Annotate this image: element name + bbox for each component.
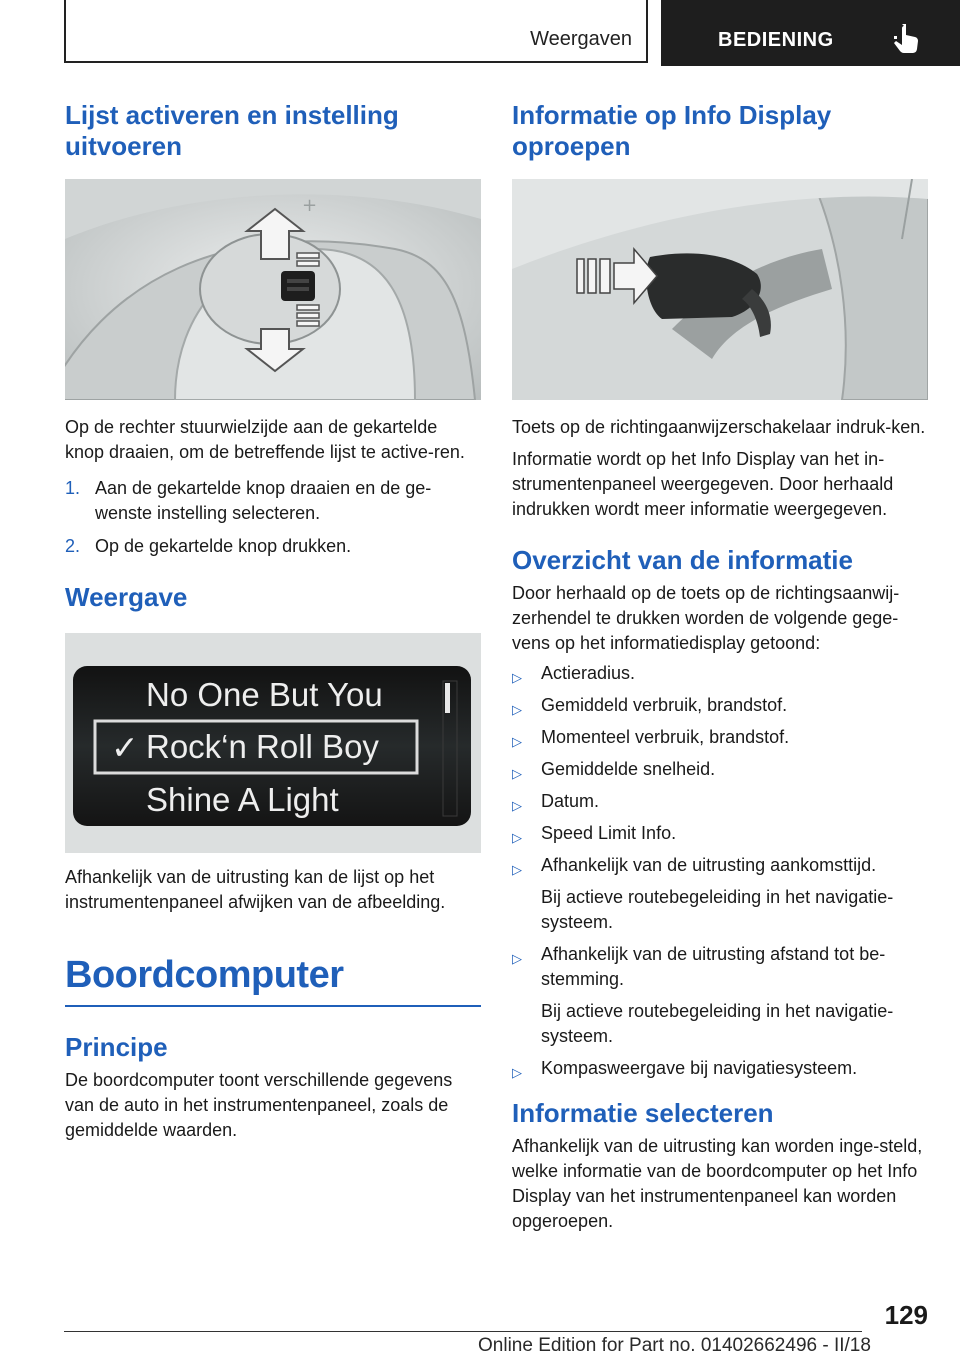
paragraph-overview: Door herhaald op de toets op de richtingsaanwij-zerhendel te drukken worden de volgende gege-vens op het informatiedisplay getoond:	[512, 583, 900, 653]
page-number: 129	[884, 1300, 928, 1330]
turn-signal-figure	[512, 179, 928, 400]
bullet-triangle-icon: ▷	[512, 798, 522, 813]
overview-list-item	[512, 725, 928, 750]
display-item: No One But You	[146, 676, 383, 713]
header-section-title: Weergaven	[530, 28, 632, 50]
chapter-heading: Boordcomputer	[65, 954, 344, 996]
overview-item-text: Gemiddeld verbruik, brandstof.	[541, 695, 788, 715]
page-header	[64, 0, 960, 66]
step-text: Op de gekartelde knop drukken.	[95, 536, 352, 556]
footer-rule	[64, 1331, 862, 1332]
overview-list	[512, 661, 928, 1081]
steering-wheel-image	[65, 179, 481, 400]
heading-principle: Principe	[65, 1032, 168, 1062]
footer-edition: Online Edition for Part no. 01402662496 - II/18	[478, 1335, 871, 1356]
header-chapter-title: BEDIENING	[718, 29, 834, 51]
overview-list-item	[512, 942, 928, 992]
overview-item-text: Afhankelijk van de uitrusting afstand tot be-stemming.	[541, 944, 886, 989]
paragraph-list-activate: Op de rechter stuurwielzijde aan de gekartelde knop draaien, om de betreffende lijst te active-ren.	[65, 417, 465, 462]
bullet-triangle-icon: ▷	[512, 862, 522, 877]
bullet-triangle-icon: ▷	[512, 766, 522, 781]
header-section-box	[64, 0, 648, 63]
paragraph-info-1: Toets op de richtingaanwijzerschakelaar indruk-ken.	[512, 417, 926, 437]
paragraph-info-2: Informatie wordt op het Info Display van het in-strumentenpaneel weergegeven. Door herhaald indrukken wordt meer informatie weergegeven.	[512, 449, 894, 519]
display-figure	[65, 633, 481, 853]
bullet-triangle-icon: ▷	[512, 951, 522, 966]
display-item-selected: Rock‘n Roll Boy	[146, 728, 379, 765]
overview-item-text: Speed Limit Info.	[541, 823, 677, 843]
display-item: Shine A Light	[146, 781, 339, 818]
svg-text:+: +	[302, 195, 318, 216]
overview-item-text: Kompasweergave bij navigatiesysteem.	[541, 1058, 858, 1078]
bullet-triangle-icon: ▷	[512, 702, 522, 717]
overview-item-text: Afhankelijk van de uitrusting aankomsttijd.	[541, 855, 877, 875]
bullet-triangle-icon: ▷	[512, 1065, 522, 1080]
overview-list-item	[512, 661, 928, 686]
overview-item-note: Bij actieve routebegeleiding in het navigatie-systeem.	[541, 1001, 894, 1046]
overview-item-text: Actieradius.	[541, 663, 636, 683]
overview-item-text: Gemiddelde snelheid.	[541, 759, 716, 779]
overview-list-item	[512, 757, 928, 782]
paragraph-display: Afhankelijk van de uitrusting kan de lijst op het instrumentenpaneel afwijken van de afbeelding.	[65, 867, 446, 912]
heading-info-display: Informatie op Info Display oproepen	[512, 100, 832, 161]
step-item	[65, 476, 481, 526]
overview-item-text: Datum.	[541, 791, 600, 811]
pointing-hand-icon	[893, 22, 921, 54]
heading-list-activate: Lijst activeren en instelling uitvoeren	[65, 100, 399, 161]
paragraph-principle: De boordcomputer toont verschillende gegevens van de auto in het instrumentenpaneel, zoals de gemiddelde waarden.	[65, 1070, 453, 1140]
heading-display: Weergave	[65, 582, 188, 612]
header-chapter-box	[661, 0, 960, 66]
overview-list-item	[512, 1056, 928, 1081]
step-number: 2.	[65, 536, 81, 556]
overview-list-item	[512, 693, 928, 718]
steps-list	[65, 476, 481, 559]
paragraph-select: Afhankelijk van de uitrusting kan worden inge-steld, welke informatie van de boordcomputer op het Info Display van het instrumentenpaneel kan worden opgeroepen.	[512, 1136, 923, 1231]
overview-list-item	[512, 821, 928, 846]
turn-signal-lever-image	[512, 179, 928, 400]
step-item	[65, 534, 481, 559]
right-column	[512, 100, 928, 1234]
display-check-icon: ✓	[111, 728, 139, 767]
heading-overview: Overzicht van de informatie	[512, 545, 853, 575]
bullet-triangle-icon: ▷	[512, 670, 522, 685]
overview-item-text: Momenteel verbruik, brandstof.	[541, 727, 790, 747]
overview-item-note: Bij actieve routebegeleiding in het navigatie-systeem.	[541, 887, 894, 932]
bullet-triangle-icon: ▷	[512, 830, 522, 845]
bullet-triangle-icon: ▷	[512, 734, 522, 749]
overview-list-item	[512, 853, 928, 878]
overview-list-item	[512, 789, 928, 814]
chapter-rule	[65, 1005, 481, 1007]
step-number: 1.	[65, 478, 81, 498]
left-column	[65, 100, 481, 1143]
steering-wheel-figure	[65, 179, 481, 400]
step-text: Aan de gekartelde knop draaien en de ge-wenste instelling selecteren.	[95, 478, 432, 523]
heading-select: Informatie selecteren	[512, 1098, 774, 1128]
